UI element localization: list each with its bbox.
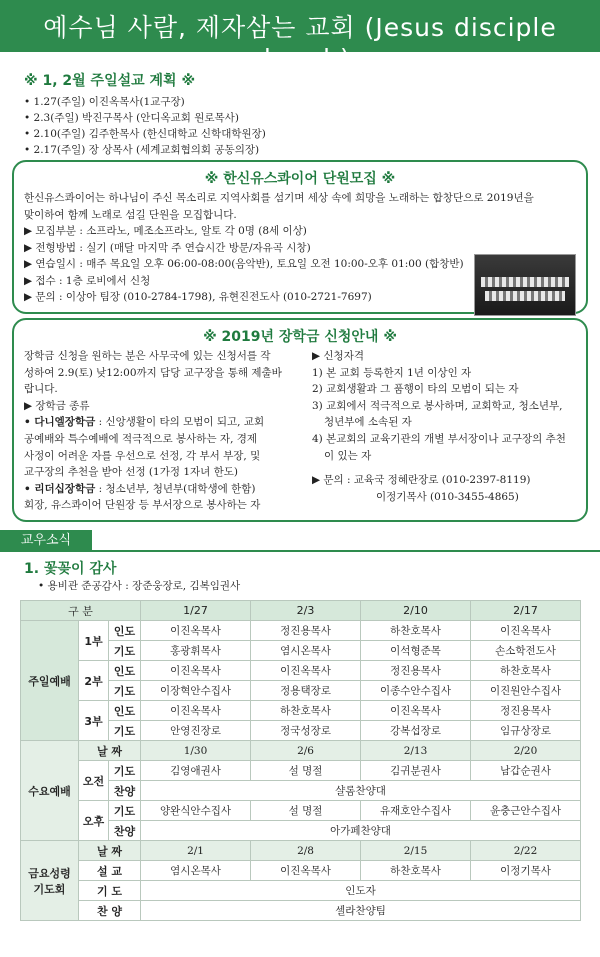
table-cell: 셀라찬양팀: [141, 901, 581, 921]
table-row: [21, 861, 581, 881]
church-title: 예수님 사람, 제자삼는 교회 (Jesus disciple church): [43, 13, 557, 73]
qualification-item: 1) 본 교회 등록한지 1년 이상인 자: [312, 366, 472, 379]
qualification-item: 2) 교회생활과 그 품행이 타의 모범이 되는 자: [312, 383, 519, 396]
part-label: 3부: [79, 701, 109, 741]
wednesday-service-label: 수요예배: [21, 741, 79, 841]
choir-detail: ▶ 연습일시 : 매주 목요일 오후 06:00-08:00(음악반), 토요일 오전 10:00-오후 01:00 (합창반): [24, 258, 464, 270]
sermon-item: • 2.10(주일) 김주한목사 (한신대학교 신학대학원장): [24, 126, 266, 142]
scholarship-kinds: ▶ 장학금 종류: [24, 399, 90, 412]
table-cell: 설 명절: [251, 801, 361, 821]
table-cell: 아가페찬양대: [141, 821, 581, 841]
flower-donor: • 용비관 준공감사 : 장준웅장로, 김복임권사: [38, 580, 241, 592]
table-cell: 염시온목사: [141, 861, 251, 881]
table-cell: 이진원안수집사: [471, 681, 581, 701]
table-cell: 이진옥목사: [471, 621, 581, 641]
role-label: 기도: [109, 721, 141, 741]
scholarship-text: 장학금 신청을 원하는 분은 사무국에 있는 신청서를 작: [24, 350, 271, 362]
role-label: 찬양: [109, 781, 141, 801]
table-cell: 김귀분권사: [361, 761, 471, 781]
choir-intro: 맞이하여 함께 노래로 섬길 단원을 모집합니다.: [24, 208, 237, 221]
qualification-item: 청년부에 소속된 자: [324, 416, 412, 429]
table-row: [21, 661, 581, 681]
table-row: [21, 901, 581, 921]
choir-photo: [474, 254, 576, 316]
sermon-list: [24, 94, 266, 158]
sermon-item: • 2.17(주일) 장 상목사 (세계교회협의회 공동의장): [24, 142, 266, 158]
am-label: 오전: [79, 761, 109, 801]
table-cell: 설 명절: [251, 761, 361, 781]
part-label: 1부: [79, 621, 109, 661]
table-header-row: [21, 601, 581, 621]
table-cell: 남갑순권사: [471, 761, 581, 781]
scholarship-text: 사정이 어려운 자를 우선으로 선정, 각 부서 부장, 및: [24, 449, 261, 462]
table-cell: 2/15: [361, 841, 471, 861]
table-row: [21, 841, 581, 861]
role-label: 기도: [109, 641, 141, 661]
table-cell: 김영애권사: [141, 761, 251, 781]
scholarship-right: [312, 348, 587, 505]
table-cell: 정진용목사: [471, 701, 581, 721]
table-row: [21, 761, 581, 781]
table-cell: 이진옥목사: [251, 661, 361, 681]
qualification-item: 4) 본교회의 교육기관의 개별 부서장이나 교구장의 추천: [312, 432, 566, 445]
table-cell: 하찬호목사: [471, 661, 581, 681]
choir-detail: ▶ 모집부분 : 소프라노, 메조소프라노, 알토 각 0명 (8세 이상): [24, 225, 307, 237]
news-divider: [92, 550, 600, 552]
table-cell: 2/8: [251, 841, 361, 861]
table-row: [21, 801, 581, 821]
header-label: 구 분: [21, 601, 141, 621]
choir-detail: ▶ 전형방법 : 실기 (매달 마지막 주 연습시간 방문/자유곡 시창): [24, 241, 311, 254]
table-cell: 하찬호목사: [361, 621, 471, 641]
table-cell: 2/13: [361, 741, 471, 761]
role-label: 설 교: [79, 861, 141, 881]
header-date: 2/17: [471, 601, 581, 621]
table-cell: 샬롬찬양대: [141, 781, 581, 801]
scholarship-text: 성하여 2.9(토) 낮12:00까지 담당 교구장을 통해 제출바: [24, 366, 282, 379]
table-cell: 이진옥목사: [361, 701, 471, 721]
table-cell: 이석형준목: [361, 641, 471, 661]
role-label: 기도: [109, 801, 141, 821]
date-label: 날 짜: [79, 741, 141, 761]
header-date: 2/3: [251, 601, 361, 621]
table-cell: 양완식안수집사: [141, 801, 251, 821]
scholarship-contact: ▶ 문의 : 교육국 정혜란장로 (010-2397-8119): [312, 474, 531, 487]
sunday-service-label: 주일예배: [21, 621, 79, 741]
table-cell: 하찬호목사: [361, 861, 471, 881]
table-cell: 염시온목사: [251, 641, 361, 661]
header-banner: [0, 0, 600, 73]
table-cell: 유재호안수집사: [361, 801, 471, 821]
header-date: 2/10: [361, 601, 471, 621]
choir-detail: ▶ 접수 : 1층 로비에서 신청: [24, 274, 151, 287]
table-cell: 인도자: [141, 881, 581, 901]
role-label: 인도: [109, 661, 141, 681]
table-cell: 이진옥목사: [141, 701, 251, 721]
table-cell: 정국성장로: [251, 721, 361, 741]
choir-detail: ▶ 문의 : 이상아 팀장 (010-2784-1798), 유현진전도사 (010-2721-7697): [24, 291, 372, 303]
scholarship-contact: 이정기목사 (010-3455-4865): [376, 490, 519, 503]
table-cell: 안영진장로: [141, 721, 251, 741]
role-label: 찬양: [109, 821, 141, 841]
table-cell: 2/20: [471, 741, 581, 761]
table-cell: 정진용목사: [361, 661, 471, 681]
header-date: 1/27: [141, 601, 251, 621]
table-cell: 손소학전도사: [471, 641, 581, 661]
table-cell: 2/6: [251, 741, 361, 761]
table-row: [21, 881, 581, 901]
table-cell: 2/22: [471, 841, 581, 861]
friday-service-label: [21, 841, 79, 921]
leadership-scholarship: • 리더십장학금 : 청소년부, 청년부(대학생에 한함): [24, 482, 256, 495]
table-cell: 강복섭장로: [361, 721, 471, 741]
qualification-title: ▶ 신청자격: [312, 350, 364, 362]
table-row: [21, 701, 581, 721]
friday-label-line: 금요성령: [28, 866, 71, 880]
date-label: 날 짜: [79, 841, 141, 861]
scholarship-text: 교구장의 추천을 받아 선정 (1가정 1자녀 한도): [24, 466, 239, 479]
flower-thanks-title: 1. 꽃꽂이 감사: [24, 561, 117, 577]
role-label: 인도: [109, 701, 141, 721]
table-cell: 정진용목사: [251, 621, 361, 641]
sermon-item: • 1.27(주일) 이진옥목사(1교구장): [24, 94, 266, 110]
table-cell: 이장혁안수집사: [141, 681, 251, 701]
friday-label-line: 기도회: [33, 882, 66, 896]
table-cell: 하찬호목사: [251, 701, 361, 721]
news-section-tab: 교우소식: [0, 530, 92, 552]
role-label: 기 도: [79, 881, 141, 901]
choir-intro: 한신유스콰이어는 하나님이 주신 목소리로 지역사회를 섬기며 세상 속에 희망을 노래하는 합창단으로 2019년을: [24, 192, 534, 204]
scholarship-text: 회장, 유스콰이어 단원장 등 부서장으로 봉사하는 자: [24, 499, 261, 512]
qualification-item: 이 있는 자: [324, 449, 372, 462]
table-cell: 이진옥목사: [141, 661, 251, 681]
choir-title: ※ 한신유스콰이어 단원모집 ※: [204, 171, 396, 187]
choir-recruit-box: [12, 160, 588, 314]
table-cell: 1/30: [141, 741, 251, 761]
table-cell: 이정기목사: [471, 861, 581, 881]
sermon-plan-title: ※ 1, 2월 주일설교 계획 ※: [24, 73, 196, 89]
table-cell: 임규상장로: [471, 721, 581, 741]
table-cell: 이진옥목사: [251, 861, 361, 881]
table-cell: 이진옥목사: [141, 621, 251, 641]
scholarship-text: 공예배와 특수예배에 적극적으로 봉사하는 자, 경제: [24, 432, 258, 445]
sermon-item: • 2.3(주일) 박진구목사 (안디옥교회 원로목사): [24, 110, 266, 126]
table-cell: 홍광휘목사: [141, 641, 251, 661]
role-label: 기도: [109, 761, 141, 781]
table-row: [21, 621, 581, 641]
service-schedule-table: [20, 600, 581, 921]
daniel-scholarship: • 다니엘장학금 : 신앙생활이 타의 모범이 되고, 교회: [24, 416, 265, 429]
scholarship-title: ※ 2019년 장학금 신청안내 ※: [203, 329, 397, 345]
pm-label: 오후: [79, 801, 109, 841]
table-cell: 2/1: [141, 841, 251, 861]
table-cell: 윤충근안수집사: [471, 801, 581, 821]
role-label: 기도: [109, 681, 141, 701]
role-label: 인도: [109, 621, 141, 641]
table-cell: 이종수안수집사: [361, 681, 471, 701]
scholarship-box: [12, 318, 588, 522]
table-row: [21, 741, 581, 761]
table-cell: 정용택장로: [251, 681, 361, 701]
scholarship-left: [24, 348, 299, 514]
qualification-item: 3) 교회에서 적극적으로 봉사하며, 교회학교, 청소년부,: [312, 399, 563, 412]
role-label: 찬 양: [79, 901, 141, 921]
scholarship-text: 랍니다.: [24, 383, 58, 396]
part-label: 2부: [79, 661, 109, 701]
